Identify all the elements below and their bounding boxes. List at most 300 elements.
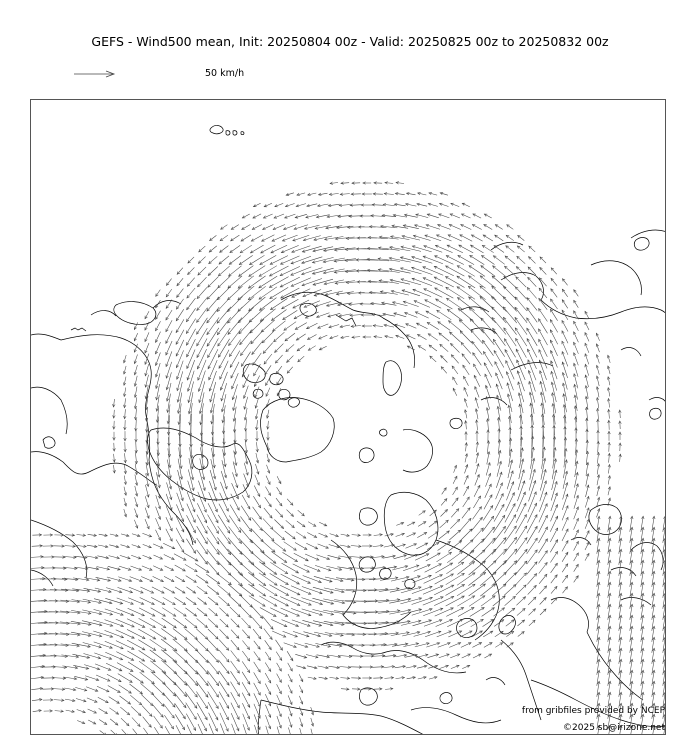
- wind-arrow: [427, 322, 439, 329]
- wind-arrow: [473, 214, 481, 218]
- wind-arrow: [471, 235, 482, 241]
- wind-arrow: [416, 543, 427, 549]
- wind-arrow: [318, 324, 329, 328]
- wind-arrow: [188, 267, 195, 274]
- wind-arrow: [186, 587, 195, 593]
- wind-arrow: [187, 504, 195, 523]
- wind-arrow: [281, 574, 300, 584]
- wind-arrow: [435, 256, 454, 264]
- wind-arrow: [506, 361, 514, 380]
- wind-arrow: [255, 387, 259, 398]
- wind-arrow: [562, 310, 568, 320]
- wind-arrow: [528, 277, 537, 286]
- wind-arrow: [251, 606, 263, 619]
- wind-arrow: [323, 610, 345, 614]
- wind-arrow: [539, 350, 547, 369]
- wind-arrow: [291, 608, 311, 615]
- wind-arrow: [162, 608, 176, 617]
- wind-arrow: [504, 526, 517, 544]
- wind-arrow: [130, 695, 141, 705]
- wind-arrow: [516, 573, 527, 585]
- wind-arrow: [516, 515, 527, 534]
- wind-arrow: [529, 257, 536, 264]
- wind-arrow: [122, 729, 129, 735]
- wind-arrow: [390, 247, 411, 251]
- wind-arrow: [480, 549, 496, 565]
- wind-arrow: [127, 640, 145, 650]
- wind-arrow: [287, 356, 294, 363]
- wind-arrow: [187, 725, 195, 735]
- chart-title: GEFS - Wind500 mean, Init: 20250804 00z - Valid: 20250825 00z to 20250832 00z: [91, 34, 609, 49]
- wind-arrow: [423, 267, 443, 275]
- wind-arrow-head: [258, 669, 261, 672]
- wind-arrow: [551, 482, 557, 501]
- wind-arrow: [504, 339, 515, 358]
- wind-arrow: [540, 481, 546, 501]
- wind-arrow: [461, 225, 472, 230]
- wind-arrow: [562, 331, 568, 343]
- wind-arrow: [116, 619, 134, 627]
- wind-arrow: [424, 289, 442, 298]
- wind-arrow: [116, 630, 135, 638]
- wind-arrow: [288, 727, 291, 735]
- wind-arrow: [527, 562, 537, 574]
- wind-arrow-head: [128, 691, 131, 694]
- wind-arrow: [493, 526, 506, 543]
- wind-arrow: [372, 667, 383, 668]
- wind-arrow: [231, 619, 239, 628]
- wind-arrow: [540, 267, 547, 274]
- wind-arrow: [460, 331, 472, 343]
- wind-arrow: [528, 585, 537, 594]
- wind-arrow: [197, 608, 207, 616]
- wind-arrow: [93, 620, 113, 626]
- wind-arrow: [218, 328, 230, 346]
- wind-arrow: [120, 696, 131, 704]
- wind-arrow: [185, 564, 197, 571]
- wind-arrow: [296, 334, 305, 340]
- wind-arrow: [430, 356, 436, 362]
- wind-arrow: [271, 619, 287, 626]
- wind-arrow: [131, 706, 141, 715]
- wind-arrow: [188, 257, 194, 263]
- wind-arrow: [414, 301, 430, 308]
- wind-arrow: [390, 621, 410, 625]
- wind-arrow: [449, 643, 460, 648]
- wind-arrow: [505, 504, 515, 523]
- wind-arrow: [197, 287, 207, 298]
- wind-arrow: [254, 672, 261, 683]
- wind-arrow: [219, 596, 230, 606]
- wind-arrow: [517, 492, 526, 512]
- wind-arrow: [473, 496, 480, 508]
- wind-arrow: [188, 469, 193, 490]
- wind-arrow: [302, 246, 321, 252]
- wind-arrow: [418, 334, 427, 339]
- wind-arrow: [429, 345, 437, 351]
- wind-arrow: [265, 673, 271, 683]
- wind-arrow: [295, 323, 307, 330]
- wind-scale-legend: [72, 66, 272, 82]
- wind-arrow: [130, 577, 143, 582]
- wind-arrow: [468, 572, 485, 585]
- wind-arrow: [142, 566, 152, 570]
- wind-arrow: [209, 608, 218, 616]
- wind-arrow: [232, 373, 239, 389]
- wind-arrow: [253, 507, 262, 519]
- wind-arrow: [152, 694, 164, 707]
- wind-arrow: [197, 702, 207, 720]
- wind-arrow: [505, 608, 515, 616]
- wind-arrow: [435, 608, 454, 616]
- wind-arrow: [230, 607, 240, 617]
- wind-arrow: [93, 631, 112, 637]
- wind-arrow: [163, 587, 174, 593]
- wind-arrow: [262, 331, 274, 343]
- wind-arrow: [539, 278, 546, 286]
- wind-arrow: [220, 361, 228, 379]
- wind-arrow: [313, 621, 333, 626]
- wind-arrow: [504, 515, 515, 534]
- wind-arrow: [495, 631, 503, 637]
- wind-arrow: [482, 329, 495, 345]
- wind-arrow: [291, 278, 311, 286]
- wind-arrow: [156, 342, 161, 354]
- wind-arrow: [220, 482, 227, 500]
- wind-arrow: [233, 384, 238, 399]
- wind-arrow: [251, 235, 262, 241]
- wind-arrow: [412, 267, 433, 274]
- wind-arrow: [189, 392, 193, 414]
- wind-arrow: [529, 381, 535, 402]
- wind-arrow: [439, 531, 450, 539]
- wind-arrow: [464, 388, 468, 397]
- wind-arrow: [498, 406, 500, 421]
- wind-arrow: [493, 515, 505, 532]
- wind-arrow-head: [171, 726, 174, 729]
- wind-arrow: [302, 587, 322, 594]
- wind-arrow: [400, 257, 421, 262]
- wind-arrow: [174, 608, 186, 616]
- wind-arrow: [574, 300, 579, 307]
- wind-arrow: [220, 702, 229, 720]
- wind-arrow: [218, 276, 230, 288]
- wind-arrow: [484, 225, 492, 230]
- wind-arrow: [457, 584, 475, 596]
- wind-arrow: [197, 526, 208, 544]
- wind-arrow: [304, 565, 320, 572]
- wind-arrow: [291, 267, 311, 275]
- wind-arrow: [277, 684, 282, 694]
- wind-arrow: [438, 322, 450, 331]
- wind-arrow: [187, 278, 194, 287]
- wind-arrow: [450, 332, 461, 342]
- wind-arrow: [220, 724, 227, 736]
- wind-arrow: [186, 308, 195, 321]
- wind-arrow: [252, 342, 262, 355]
- wind-arrow: [418, 346, 426, 351]
- wind-arrow: [208, 338, 219, 357]
- wind-arrow: [198, 481, 205, 502]
- wind-arrow: [312, 609, 333, 614]
- wind-arrow: [161, 639, 177, 651]
- wind-arrow: [457, 266, 475, 277]
- wind-arrow: [482, 256, 495, 265]
- wind-arrow: [515, 561, 527, 575]
- wind-arrow: [448, 235, 462, 241]
- wind-arrow: [156, 518, 161, 530]
- wind-arrow: [276, 498, 282, 506]
- wind-arrow: [270, 287, 288, 298]
- wind-arrow: [312, 598, 333, 604]
- wind-arrow-head: [259, 285, 262, 288]
- coastlines: [31, 125, 666, 735]
- wind-arrow: [88, 720, 96, 724]
- wind-arrow: [585, 531, 589, 540]
- wind-arrow: [164, 555, 174, 560]
- wind-arrow: [308, 346, 315, 351]
- wind-arrow: [239, 318, 253, 334]
- wind-arrow: [506, 235, 514, 240]
- wind-arrow: [254, 683, 261, 695]
- wind-arrow: [460, 235, 472, 241]
- wind-arrow: [166, 517, 172, 531]
- wind-arrow: [163, 597, 175, 604]
- wind-arrow: [210, 371, 217, 391]
- wind-arrow: [400, 598, 421, 604]
- wind-arrow: [574, 541, 579, 550]
- wind-arrow: [412, 586, 432, 593]
- wind-arrow: [141, 577, 153, 582]
- wind-arrow: [311, 729, 313, 735]
- wind-arrow: [515, 307, 527, 323]
- wind-arrow-head: [137, 734, 140, 735]
- wind-arrow: [220, 619, 228, 627]
- wind-arrow-head: [311, 734, 314, 735]
- wind-arrow: [552, 393, 555, 413]
- wind-arrow: [372, 205, 384, 206]
- wind-arrow: [528, 597, 536, 605]
- wind-arrow: [551, 361, 557, 379]
- wind-arrow: [273, 225, 285, 230]
- wind-arrow: [208, 597, 218, 605]
- wind-arrow: [527, 288, 536, 299]
- wind-arrow: [516, 585, 526, 595]
- wind-arrow: [156, 530, 161, 541]
- wind-arrow: [574, 518, 579, 529]
- wind-arrow: [166, 289, 172, 297]
- wind-arrow: [218, 585, 231, 596]
- wind-arrow: [263, 519, 273, 530]
- wind-arrow: [177, 289, 184, 298]
- wind-arrow: [128, 662, 144, 672]
- wind-arrow: [208, 619, 218, 628]
- wind-arrow: [166, 300, 172, 309]
- wind-arrow: [163, 543, 175, 548]
- wind-arrow: [166, 529, 172, 541]
- wind-arrow: [229, 256, 241, 265]
- wind-arrow: [254, 364, 261, 376]
- wind-arrow: [434, 266, 454, 275]
- wind-arrow: [208, 515, 219, 534]
- wind-arrow: [306, 543, 317, 549]
- wind-arrow: [461, 342, 471, 353]
- wind-arrow: [220, 629, 229, 638]
- wind-arrow: [481, 596, 495, 606]
- wind-arrow: [220, 493, 229, 511]
- wind-arrow: [240, 245, 252, 253]
- wind-arrow: [138, 640, 155, 651]
- wind-arrow: [270, 266, 289, 276]
- wind-arrow: [434, 277, 454, 287]
- wind-arrow: [254, 693, 260, 706]
- wind-arrow: [457, 596, 474, 606]
- wind-arrow: [302, 609, 323, 615]
- wind-arrow: [176, 319, 184, 332]
- wind-arrow: [175, 714, 184, 729]
- wind-arrow: [277, 674, 282, 683]
- wind-arrow: [551, 371, 556, 390]
- wind-arrow: [166, 320, 172, 331]
- wind-arrow: [231, 671, 240, 685]
- wind-arrow: [105, 620, 124, 627]
- wind-arrow: [515, 297, 527, 311]
- wind-arrow: [451, 355, 458, 364]
- wind-arrow: [209, 492, 218, 512]
- wind-arrow: [231, 661, 240, 673]
- wind-arrow: [197, 349, 206, 369]
- wind-arrow: [156, 300, 161, 308]
- wind-arrow: [423, 597, 443, 605]
- wind-arrow: [243, 724, 249, 735]
- wind-arrow: [302, 598, 323, 605]
- wind-arrow: [527, 550, 537, 564]
- wind-arrow: [551, 586, 557, 593]
- wind-arrow: [507, 372, 514, 391]
- wind-arrow: [231, 235, 240, 241]
- wind-arrow: [506, 482, 513, 501]
- wind-arrow: [260, 551, 276, 564]
- wind-arrow: [280, 597, 300, 606]
- wind-arrow: [529, 609, 536, 616]
- wind-arrow: [493, 328, 506, 345]
- wind-arrow: [440, 344, 448, 351]
- wind-arrow: [242, 682, 250, 696]
- wind-arrow: [424, 246, 442, 253]
- wind-arrow: [270, 608, 288, 617]
- wind-arrow: [562, 529, 568, 541]
- wind-arrow: [574, 290, 579, 297]
- wind-arrow: [175, 703, 186, 719]
- wind-arrow: [552, 470, 557, 490]
- wind-arrow: [244, 474, 249, 487]
- wind-arrow: [462, 654, 471, 658]
- wind-arrow: [424, 575, 443, 584]
- wind-arrow: [308, 522, 316, 527]
- wind-arrow: [471, 245, 484, 253]
- reference-wind-arrow-icon: [72, 66, 132, 82]
- wind-arrow: [265, 365, 271, 374]
- wind-arrow: [449, 530, 460, 540]
- wind-arrow: [302, 268, 323, 275]
- wind-arrow: [270, 596, 289, 606]
- wind-arrow: [401, 279, 421, 285]
- wind-arrow: [274, 520, 283, 529]
- copyright-credit: ©2025 sb@irizone.net: [563, 723, 665, 733]
- wind-arrow: [153, 566, 163, 570]
- wind-arrow: [292, 246, 311, 252]
- wind-arrow: [463, 365, 469, 375]
- wind-arrow: [254, 641, 260, 649]
- wind-arrow: [313, 247, 333, 252]
- wind-arrow: [209, 246, 217, 252]
- wind-arrow: [323, 599, 344, 603]
- wind-arrow: [208, 702, 218, 720]
- wind-arrow: [446, 573, 465, 584]
- wind-arrow: [185, 608, 196, 616]
- wind-arrow: [434, 596, 454, 605]
- wind-arrow: [185, 618, 197, 628]
- wind-arrow: [280, 277, 300, 287]
- wind-arrow: [457, 276, 475, 288]
- wind-arrow: [287, 499, 293, 505]
- wind-arrow: [529, 481, 536, 502]
- wind-arrow: [427, 542, 439, 549]
- wind-arrow: [136, 441, 137, 453]
- wind-arrow: [482, 516, 493, 532]
- wind-arrow: [457, 562, 474, 575]
- wind-arrow: [527, 328, 537, 346]
- wind-arrow: [217, 537, 230, 554]
- wind-arrow: [153, 576, 164, 581]
- wind-arrow: [506, 620, 514, 626]
- wind-arrow: [516, 597, 525, 606]
- wind-arrow: [98, 697, 108, 702]
- wind-arrow: [208, 503, 218, 523]
- wind-arrow: [130, 684, 143, 694]
- wind-arrow: [527, 339, 537, 358]
- wind-arrow: [473, 353, 482, 366]
- data-source-credit: from gribfiles provided by NCEP: [521, 706, 665, 716]
- wind-arrow: [291, 586, 311, 594]
- wind-arrow: [260, 608, 276, 617]
- wind-arrow: [292, 620, 310, 626]
- wind-arrow: [187, 350, 195, 369]
- wind-arrow: [187, 298, 196, 310]
- wind-arrow: [417, 323, 428, 329]
- wind-arrow: [463, 497, 470, 507]
- wind-arrow: [423, 278, 443, 287]
- wind-arrow: [265, 497, 272, 507]
- wind-arrow: [540, 371, 546, 392]
- wind-arrow: [198, 277, 207, 287]
- wind-arrow: [401, 609, 422, 614]
- wind-arrow: [291, 597, 311, 605]
- wind-arrow: [439, 333, 449, 341]
- wind-arrow: [187, 492, 195, 512]
- wind-arrow: [281, 288, 300, 298]
- wind-arrow: [221, 372, 228, 390]
- wind-arrow: [108, 686, 120, 693]
- wind-arrow: [417, 532, 426, 537]
- wind-arrow: [95, 664, 111, 670]
- wind-arrow: [230, 245, 240, 252]
- wind-arrow: [242, 618, 251, 628]
- wind-arrow: [412, 246, 431, 252]
- wind-arrow: [143, 728, 150, 735]
- wind-arrow: [527, 503, 536, 523]
- wind-arrow: [276, 652, 282, 661]
